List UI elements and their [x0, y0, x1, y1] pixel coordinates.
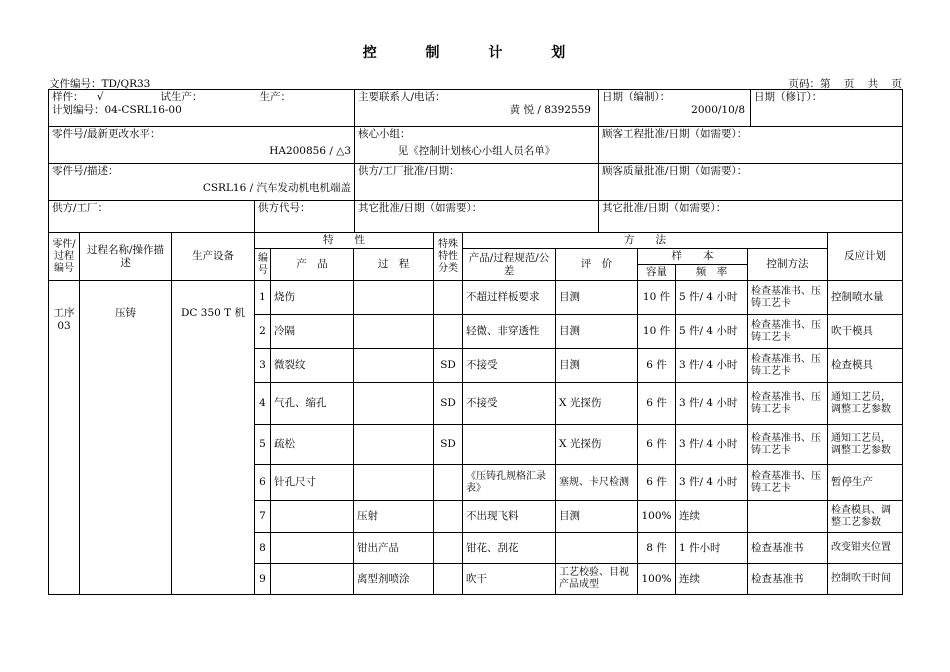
evaluation-method: 目测	[556, 315, 638, 349]
item-no: 2	[255, 315, 271, 349]
sample-capacity: 6 件	[638, 349, 676, 383]
other-approval-1: 其它批准/日期（如需要）：	[355, 201, 599, 233]
spec-tolerance: 轻微、非穿透性	[463, 315, 556, 349]
process-characteristic: 压射	[354, 501, 434, 533]
page-number: 页码：第 页 共 页	[788, 78, 902, 90]
sample-frequency: 连续	[676, 564, 748, 595]
sample-frequency: 3 件/ 4 小时	[676, 383, 748, 425]
special-class: SD	[434, 349, 463, 383]
evaluation-method: 目测	[556, 281, 638, 315]
spec-tolerance: 不接受	[463, 383, 556, 425]
production-label: 生产：	[259, 91, 291, 103]
product-characteristic	[271, 501, 354, 533]
col-equipment: 生产设备	[172, 233, 255, 281]
col-special-class: 特殊特性分类	[434, 233, 463, 281]
reaction-plan: 检查模具	[828, 349, 903, 383]
supplier-code-label: 供方代号：	[258, 202, 311, 214]
process-characteristic: 离型剂喷涂	[354, 564, 434, 595]
contact-label: 主要联系人/电话：	[358, 91, 446, 103]
reaction-plan: 改变钳夹位置	[828, 533, 903, 564]
item-no: 4	[255, 383, 271, 425]
reaction-plan: 控制喷水量	[828, 281, 903, 315]
spec-tolerance	[463, 425, 556, 465]
production-equipment: DC 350 T 机	[172, 281, 255, 595]
special-class	[434, 315, 463, 349]
sample-frequency: 3 件/ 4 小时	[676, 349, 748, 383]
sample-frequency: 5 件/ 4 小时	[676, 315, 748, 349]
control-method: 检查基准书、压铸工艺卡	[748, 349, 828, 383]
col-process-name: 过程名称/操作描述	[80, 233, 172, 281]
spec-tolerance: 《压铸孔规格汇录表》	[463, 465, 556, 501]
part-revision-value: HA200856 / △3	[269, 145, 351, 157]
contact-cell	[355, 90, 599, 127]
date-revised-cell	[751, 90, 903, 127]
part-description-value: CSRL16 / 汽车发动机电机端盖	[202, 182, 351, 194]
sample-frequency: 1 件小时	[676, 533, 748, 564]
reaction-plan: 检查模具、调整工艺参数	[828, 501, 903, 533]
process-characteristic	[354, 349, 434, 383]
special-class	[434, 501, 463, 533]
sample-capacity: 10 件	[638, 281, 676, 315]
product-characteristic: 烧伤	[271, 281, 354, 315]
control-method	[748, 501, 828, 533]
product-characteristic: 针孔尺寸	[271, 465, 354, 501]
col-process: 过 程	[354, 249, 434, 281]
special-class	[434, 564, 463, 595]
process-characteristic	[354, 425, 434, 465]
product-characteristic: 冷隔	[271, 315, 354, 349]
item-no: 5	[255, 425, 271, 465]
special-class: SD	[434, 425, 463, 465]
col-evaluation: 评 价	[556, 249, 638, 281]
control-method: 检查基准书、压铸工艺卡	[748, 465, 828, 501]
sample-capacity: 100%	[638, 564, 676, 595]
item-no: 1	[255, 281, 271, 315]
col-characteristics: 特 性	[255, 233, 434, 249]
special-class	[434, 533, 463, 564]
process-characteristic	[354, 383, 434, 425]
control-method: 检查基准书、压铸工艺卡	[748, 315, 828, 349]
supplier-plant-approval-label: 供方/工厂批准/日期：	[358, 165, 460, 177]
special-class	[434, 465, 463, 501]
process-characteristic: 钳出产品	[354, 533, 434, 564]
control-method: 检查基准书、压铸工艺卡	[748, 425, 828, 465]
product-characteristic: 微裂纹	[271, 349, 354, 383]
sample-checkmark: √	[96, 91, 104, 103]
evaluation-method: X 光探伤	[556, 383, 638, 425]
header-info-table	[48, 89, 903, 233]
spec-tolerance: 不超过样板要求	[463, 281, 556, 315]
date-compiled-value: 2000/10/8	[691, 104, 745, 116]
reaction-plan: 通知工艺员，调整工艺参数	[828, 425, 903, 465]
contact-value: 黄 悦 / 8392559	[509, 104, 591, 116]
control-method: 检查基准书	[748, 564, 828, 595]
special-class	[434, 281, 463, 315]
core-team-label: 核心小组：	[358, 128, 411, 140]
col-reaction-plan: 反应计划	[828, 233, 903, 281]
col-part-process-no: 零件/过程编号	[49, 233, 80, 281]
part-revision-label: 零件号/最新更改水平：	[52, 128, 161, 140]
part-description-label: 零件号/描述：	[52, 165, 119, 177]
control-method: 检查基准书、压铸工艺卡	[748, 383, 828, 425]
product-characteristic	[271, 533, 354, 564]
sample-capacity: 6 件	[638, 425, 676, 465]
spec-tolerance: 不出现飞料	[463, 501, 556, 533]
control-method: 检查基准书、压铸工艺卡	[748, 281, 828, 315]
item-no: 8	[255, 533, 271, 564]
product-characteristic: 疏松	[271, 425, 354, 465]
spec-tolerance: 吹干	[463, 564, 556, 595]
customer-engineering-approval-label: 顾客工程批准/日期（如需要）：	[602, 128, 748, 140]
evaluation-method: 目测	[556, 501, 638, 533]
document-number: 文件编号：TD/QR33	[49, 78, 151, 90]
operation-number: 工序03	[49, 281, 80, 595]
col-spec-tolerance: 产品/过程规范/公差	[463, 249, 556, 281]
evaluation-method: 目测	[556, 349, 638, 383]
trial-production-label: 试生产：	[160, 91, 203, 103]
control-method: 检查基准书	[748, 533, 828, 564]
other-approval-2: 其它批准/日期（如需要）：	[599, 201, 903, 233]
process-characteristic	[354, 465, 434, 501]
col-methods: 方 法	[463, 233, 828, 249]
product-characteristic: 气孔、缩孔	[271, 383, 354, 425]
col-control-method: 控制方法	[748, 249, 828, 281]
customer-quality-approval-label: 顾客质量批准/日期（如需要）：	[602, 165, 748, 177]
evaluation-method: X 光探伤	[556, 425, 638, 465]
spec-tolerance: 钳花、刮花	[463, 533, 556, 564]
date-compiled-cell	[599, 90, 751, 127]
item-no: 9	[255, 564, 271, 595]
item-no: 6	[255, 465, 271, 501]
sample-capacity: 6 件	[638, 383, 676, 425]
col-sample: 样 本	[638, 249, 748, 265]
reaction-plan: 通知工艺员，调整工艺参数	[828, 383, 903, 425]
col-item-no: 编号	[255, 249, 271, 281]
process-characteristic	[354, 281, 434, 315]
sample-capacity: 100%	[638, 501, 676, 533]
date-revised-label: 日期（修订）：	[754, 91, 823, 103]
reaction-plan: 吹干模具	[828, 315, 903, 349]
date-compiled-label: 日期（编制）：	[602, 91, 671, 103]
product-characteristic	[271, 564, 354, 595]
plan-number: 计划编号：04-CSRL16-00	[52, 104, 182, 116]
sample-stage-cell	[49, 90, 355, 127]
sample-capacity: 6 件	[638, 465, 676, 501]
process-characteristic	[354, 315, 434, 349]
col-frequency: 频 率	[676, 265, 748, 281]
evaluation-method	[556, 533, 638, 564]
evaluation-method: 塞规、卡尺检测	[556, 465, 638, 501]
sample-capacity: 10 件	[638, 315, 676, 349]
core-team-value: 见《控制计划核心小组人员名单》	[397, 145, 556, 157]
item-no: 7	[255, 501, 271, 533]
col-capacity: 容量	[638, 265, 676, 281]
sample-frequency: 5 件/ 4 小时	[676, 281, 748, 315]
sample-frequency: 连续	[676, 501, 748, 533]
supplier-plant-label: 供方/工厂：	[49, 201, 255, 232]
sample-capacity: 8 件	[638, 533, 676, 564]
sample-label: 样件：	[52, 91, 84, 103]
reaction-plan: 暂停生产	[828, 465, 903, 501]
reaction-plan: 控制吹干时间	[828, 564, 903, 595]
special-class: SD	[434, 383, 463, 425]
item-no: 3	[255, 349, 271, 383]
document-title: 控 制 计 划	[362, 45, 588, 61]
sample-frequency: 3 件/ 4 小时	[676, 425, 748, 465]
sample-frequency: 3 件/ 4 小时	[676, 465, 748, 501]
spec-tolerance: 不接受	[463, 349, 556, 383]
control-plan-table	[48, 232, 903, 595]
table-row	[49, 281, 903, 315]
operation-name: 压铸	[80, 281, 172, 595]
evaluation-method: 工艺校验、目视产品成型	[556, 564, 638, 595]
col-product: 产 品	[271, 249, 354, 281]
